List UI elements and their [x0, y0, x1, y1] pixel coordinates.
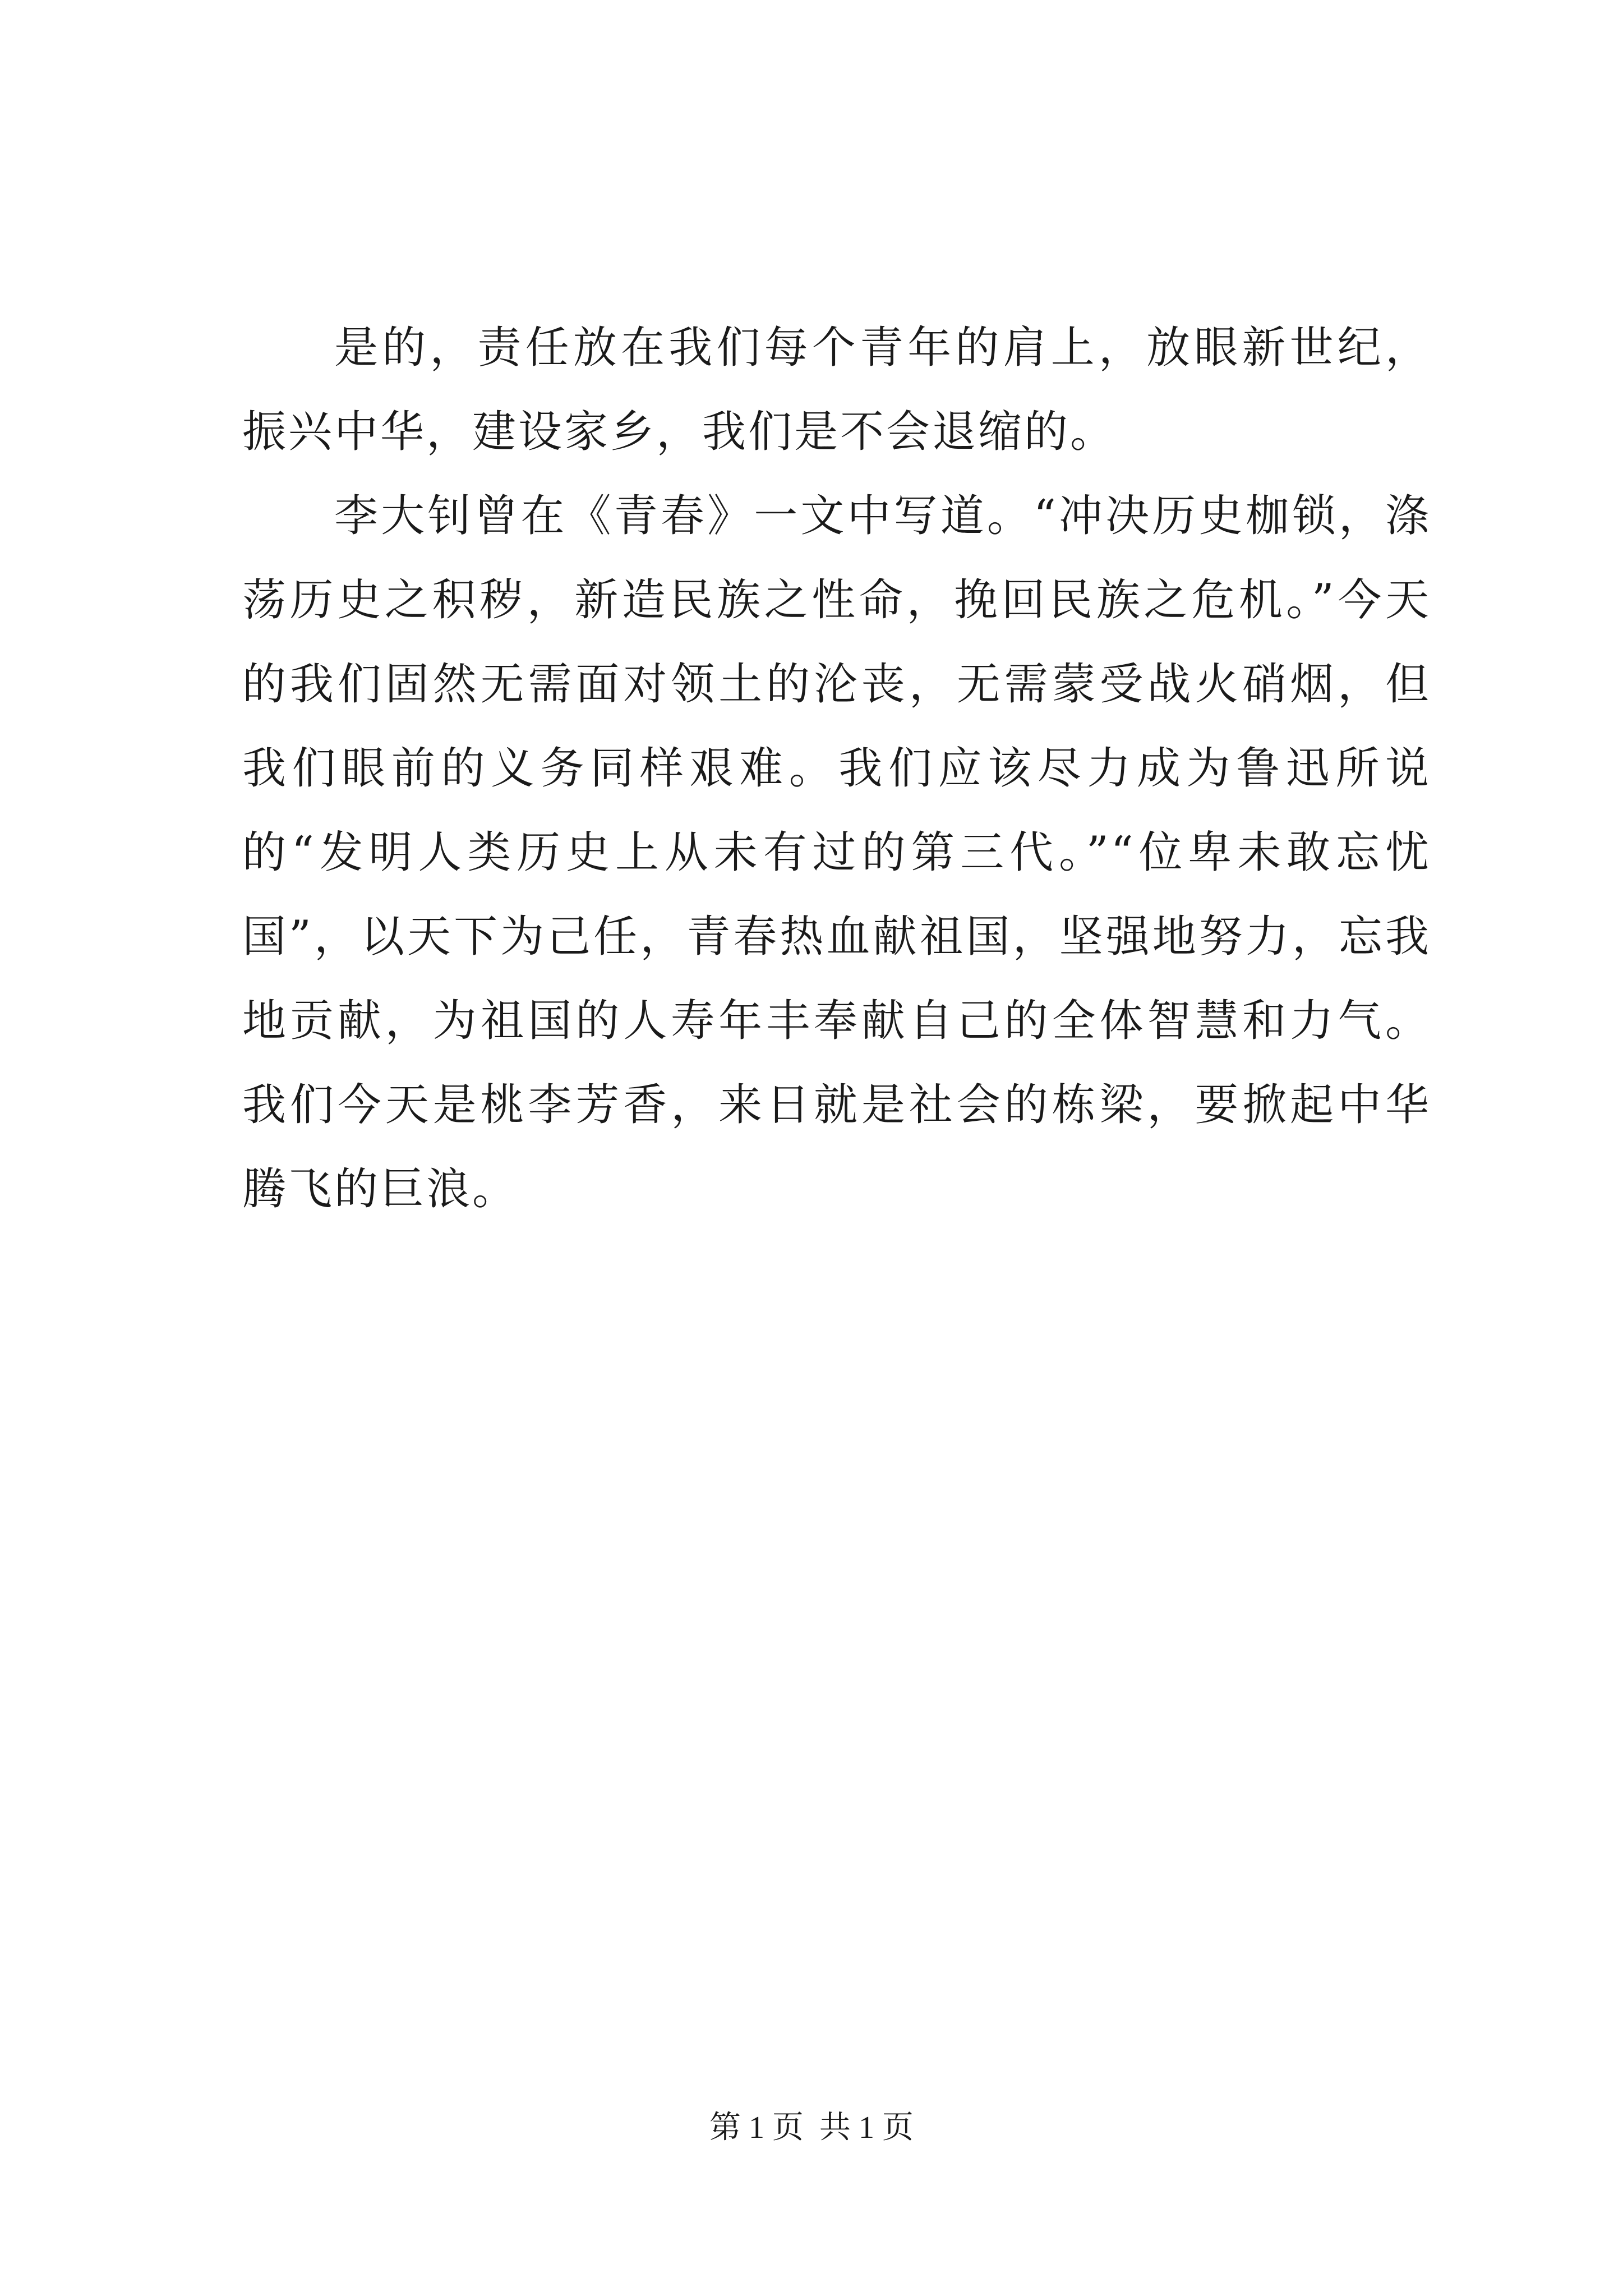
paragraph-2: 李大钊曾在《青春》一文中写道。“冲决历史枷锁，涤荡历史之积秽，新造民族之性命，挽回民族之危机。”今天的我们固然无需面对领土的沦丧，无需蒙受战火硝烟，但我们眼前的义务同样艰难。我们应该尽力成为鲁迅所说的“发明人类历史上从未有过的第三代。”“位卑未敢忘忧国”，以天下为己任，青春热血献祖国，坚强地努力，忘我地贡献，为祖国的人寿年丰奉献自己的全体智慧和力气。我们今天是桃李芳香，来日就是社会的栋梁，要掀起中华腾飞的巨浪。: [242, 491, 1431, 1214]
page-number-footer: 第 1 页 共 1 页: [709, 2110, 914, 2145]
paragraph-1: 是的，责任放在我们每个青年的肩上，放眼新世纪，振兴中华，建设家乡，我们是不会退缩的。: [242, 323, 1431, 457]
document-body: [242, 306, 1431, 1231]
